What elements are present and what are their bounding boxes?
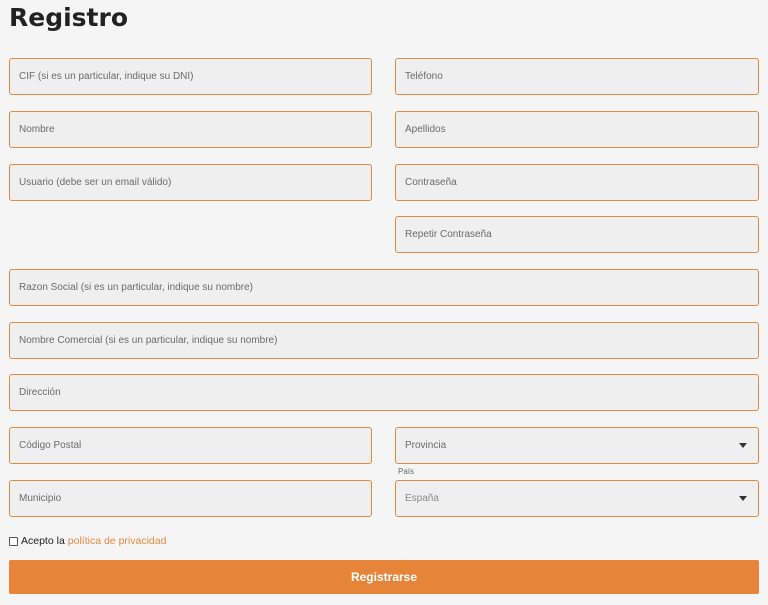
pais-select[interactable]	[395, 480, 759, 517]
contrasena-placeholder: Contraseña	[405, 177, 457, 188]
nombre-comercial-field[interactable]	[9, 322, 759, 359]
nombre-field[interactable]	[9, 111, 372, 148]
nombre-placeholder: Nombre	[19, 124, 55, 135]
nombre-comercial-placeholder: Nombre Comercial (si es un particular, indique su nombre)	[19, 335, 278, 346]
privacy-consent-label: Acepto la	[21, 535, 65, 547]
register-button[interactable]: Registrarse	[9, 560, 759, 594]
page-title: Registro	[9, 3, 129, 32]
telefono-field[interactable]	[395, 58, 759, 95]
usuario-placeholder: Usuario (debe ser un email válido)	[19, 177, 172, 188]
repetir-contrasena-field[interactable]	[395, 216, 759, 253]
razon-social-field[interactable]	[9, 269, 759, 306]
codigo-postal-field[interactable]	[9, 427, 372, 464]
chevron-down-icon	[739, 443, 747, 448]
provincia-select[interactable]	[395, 427, 759, 464]
telefono-placeholder: Teléfono	[405, 71, 443, 82]
contrasena-field[interactable]	[395, 164, 759, 201]
privacy-checkbox[interactable]	[9, 537, 18, 546]
provincia-value: Provincia	[405, 440, 447, 451]
cif-field[interactable]	[9, 58, 372, 95]
pais-label: País	[398, 467, 415, 476]
privacy-policy-link[interactable]: política de privacidad	[67, 535, 167, 547]
cif-placeholder: CIF (si es un particular, indique su DNI)	[19, 71, 194, 82]
pais-value: España	[405, 493, 439, 504]
razon-social-placeholder: Razon Social (si es un particular, indique su nombre)	[19, 282, 254, 293]
privacy-consent	[9, 535, 166, 547]
apellidos-field[interactable]	[395, 111, 759, 148]
usuario-field[interactable]	[9, 164, 372, 201]
apellidos-placeholder: Apellidos	[405, 124, 446, 135]
direccion-placeholder: Dirección	[19, 387, 61, 398]
repetir-contrasena-placeholder: Repetir Contraseña	[405, 229, 492, 240]
chevron-down-icon	[739, 496, 747, 501]
municipio-placeholder: Municipio	[19, 493, 62, 504]
direccion-field[interactable]	[9, 374, 759, 411]
municipio-field[interactable]	[9, 480, 372, 517]
codigo-postal-placeholder: Código Postal	[19, 440, 82, 451]
